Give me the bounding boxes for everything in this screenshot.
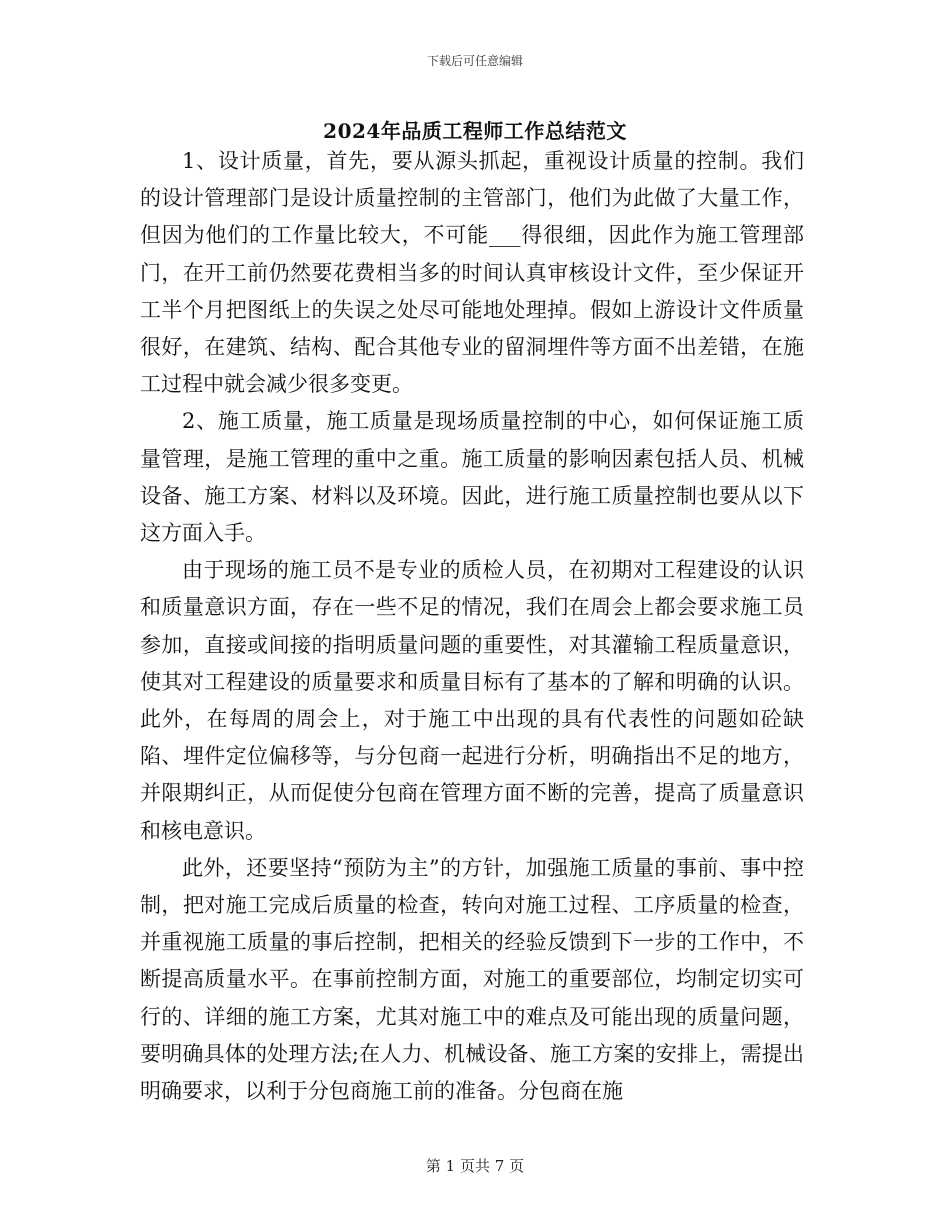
paragraph-prevention: 此外，还要坚持“预防为主”的方针，加强施工质量的事前、事中控制，把对施工完成后质量的检查，转向对施工过程、工序质量的检查，并重视施工质量的事后控制，把相关的经验反馈到下一步的工作中，不断提高质量水平。在事前控制方面，对施工的重要部位，均制定切实可行的、详细的施工方案，尤其对施工中的难点及可能出现的质量问题，要明确具体的处理方法;在人力、机械设备、施工方案的安排上，需提出明确要求，以利于分包商施工前的准备。分包商在施	[140, 855, 804, 1104]
paragraph-construction-quality: 2、施工质量，施工质量是现场质量控制的中心，如何保证施工质量管理，是施工管理的重中之重。施工质量的影响因素包括人员、机械设备、施工方案、材料以及环境。因此，进行施工质量控制也要从以下这方面入手。	[140, 409, 804, 546]
page-footer: 第 1 页共 7 页	[425, 1157, 525, 1175]
header-note: 下载后可任意编辑	[426, 54, 523, 68]
paragraph-design-quality: 1、设计质量，首先，要从源头抓起，重视设计质量的控制。我们的设计管理部门是设计质量控制的主管部门，他们为此做了大量工作，但因为他们的工作量比较大，不可能___得很细，因此作为施工管理部门，在开工前仍然要花费相当多的时间认真审核设计文件，至少保证开工半个月把图纸上的失误之处尽可能地处理掉。假如上游设计文件质量很好，在建筑、结构、配合其他专业的留洞埋件等方面不出差错，在施工过程中就会减少很多变更。	[140, 149, 804, 397]
document-title: 2024年品质工程师工作总结范文	[323, 119, 627, 143]
document-body	[140, 143, 804, 1110]
paragraph-quality-awareness: 由于现场的施工员不是专业的质检人员，在初期对工程建设的认识和质量意识方面，存在一些不足的情况，我们在周会上都会要求施工员参加，直接或间接的指明质量问题的重要性，对其灌输工程质量意识，使其对工程建设的质量要求和质量目标有了基本的了解和明确的认识。此外，在每周的周会上，对于施工中出现的具有代表性的问题如砼缺陷、埋件定位偏移等，与分包商一起进行分析，明确指出不足的地方，并限期纠正，从而促使分包商在管理方面不断的完善，提高了质量意识和核电意识。	[140, 558, 804, 843]
